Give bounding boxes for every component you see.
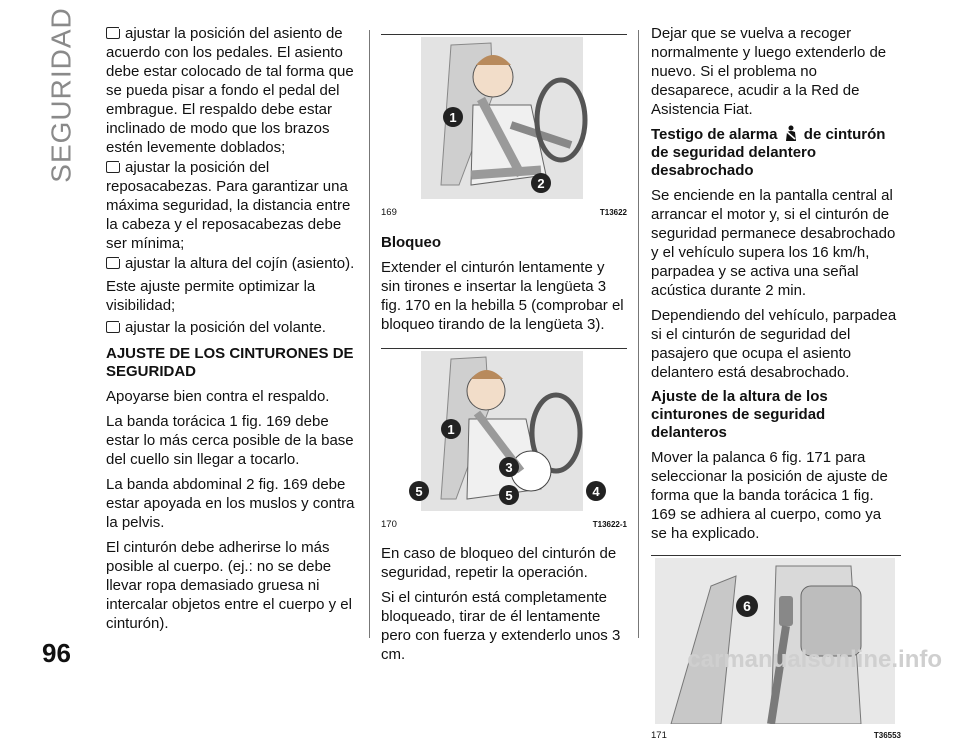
figure-code: T36553 xyxy=(873,731,901,740)
callout-5: 5 xyxy=(415,484,423,499)
callout-3: 3 xyxy=(505,460,513,475)
checkbox-bullet-icon xyxy=(106,321,120,333)
section-heading: Ajuste de la altura de los cinturones de seguridad delanteros xyxy=(651,388,828,441)
seatbelt-buckle-illustration xyxy=(381,349,627,513)
figure-170 xyxy=(381,348,627,534)
callout-1: 1 xyxy=(449,110,457,125)
section-heading: AJUSTE DE LOS CINTURONES DE SEGURIDAD xyxy=(106,345,354,380)
list-item: ajustar la altura del cojín (asiento). xyxy=(106,254,360,273)
paragraph: La banda torácica 1 fig. 169 debe estar lo más cerca posible de la base del cuello sin llegar a tocarlo. xyxy=(106,413,354,468)
note-text: Este ajuste permite optimizar la visibilidad; xyxy=(106,278,316,314)
figure-number: 169 xyxy=(381,207,397,218)
paragraph: Se enciende en la pantalla central al arrancar el motor y, si el cinturón de seguridad permanece desabrochado y el vehículo supera los 16 km/h, parpadea y se activa una señal acústica durante 2 min. xyxy=(651,187,896,299)
checkbox-bullet-icon xyxy=(106,27,120,39)
paragraph: Dependiendo del vehículo, parpadea si el cinturón de seguridad del pasajero que ocupa el asiento delantero está desabrochado. xyxy=(651,307,897,381)
column-divider xyxy=(369,30,370,638)
figure-169 xyxy=(381,34,627,222)
figure-caption xyxy=(651,724,901,745)
list-item: ajustar la posición del asiento de acuerdo con los pedales. El asiento debe estar colocado de tal forma que se pueda pisar a fondo el pedal del embrague. El respaldo debe estar inclinado de modo que los brazos estén levemente doblados; xyxy=(106,25,354,156)
section-side-title xyxy=(40,7,84,183)
paragraph: La banda abdominal 2 fig. 169 debe estar apoyada en los muslos y contra la pelvis. xyxy=(106,476,355,531)
section-heading: Bloqueo xyxy=(381,234,441,251)
column-divider xyxy=(638,30,639,638)
figure-caption xyxy=(381,513,627,534)
callout-2: 2 xyxy=(537,176,545,191)
paragraph: En caso de bloqueo del cinturón de seguridad, repetir la operación. xyxy=(381,545,617,581)
callout-5: 5 xyxy=(505,488,513,503)
callout-1: 1 xyxy=(447,422,455,437)
page-number: 96 xyxy=(42,638,71,668)
seatbelt-warning-icon xyxy=(784,125,798,141)
list-item: ajustar la posición del volante. xyxy=(106,318,360,337)
figure-code: T13622 xyxy=(599,208,627,217)
figure-code: T13622-1 xyxy=(592,520,627,529)
section-name: SEGURIDAD xyxy=(46,7,77,183)
checkbox-bullet-icon xyxy=(106,161,120,173)
figure-number: 170 xyxy=(381,519,397,530)
paragraph: Apoyarse bien contra el respaldo. xyxy=(106,388,330,405)
callout-4: 4 xyxy=(592,484,600,499)
checkbox-bullet-icon xyxy=(106,257,120,269)
paragraph: Dejar que se vuelva a recoger normalmente y luego extenderlo de nuevo. Si el problema no desaparece, acudir a la Red de Asistencia Fiat. xyxy=(651,25,887,118)
column-3 xyxy=(651,24,901,751)
driver-seatbelt-illustration xyxy=(381,35,627,201)
belt-height-adjuster-illustration xyxy=(651,556,901,724)
figure-number: 171 xyxy=(651,730,667,741)
section-heading: Testigo de alarma de cinturón de seguridad delantero desabrochado xyxy=(651,126,886,179)
callout-6: 6 xyxy=(743,598,751,614)
paragraph: El cinturón debe adherirse lo más posible al cuerpo. (ej.: no se debe llevar ropa demasiado gruesa ni intercalar objetos entre el cuerpo y el cinturón). xyxy=(106,539,352,632)
list-item: ajustar la posición del reposacabezas. Para garantizar una máxima seguridad, la distancia entre la cabeza y el reposacabezas debe ser mínima; xyxy=(106,159,351,252)
figure-caption xyxy=(381,201,627,222)
paragraph: Extender el cinturón lentamente y sin tirones e insertar la lengüeta 3 fig. 170 en la hebilla 5 (comprobar el bloqueo tirando de la lengüeta 3). xyxy=(381,259,624,333)
column-1 xyxy=(106,24,360,639)
watermark: carmanualsonline.info xyxy=(687,646,942,673)
column-2 xyxy=(381,34,627,670)
paragraph: Si el cinturón está completamente bloqueado, tirar de él lentamente pero con fuerza y extenderlo unos 3 cm. xyxy=(381,589,621,663)
paragraph: Mover la palanca 6 fig. 171 para seleccionar la posición de ajuste de forma que la banda torácica 1 fig. 169 se adhiera al cuerpo, como ya se ha explicado. xyxy=(651,449,888,542)
